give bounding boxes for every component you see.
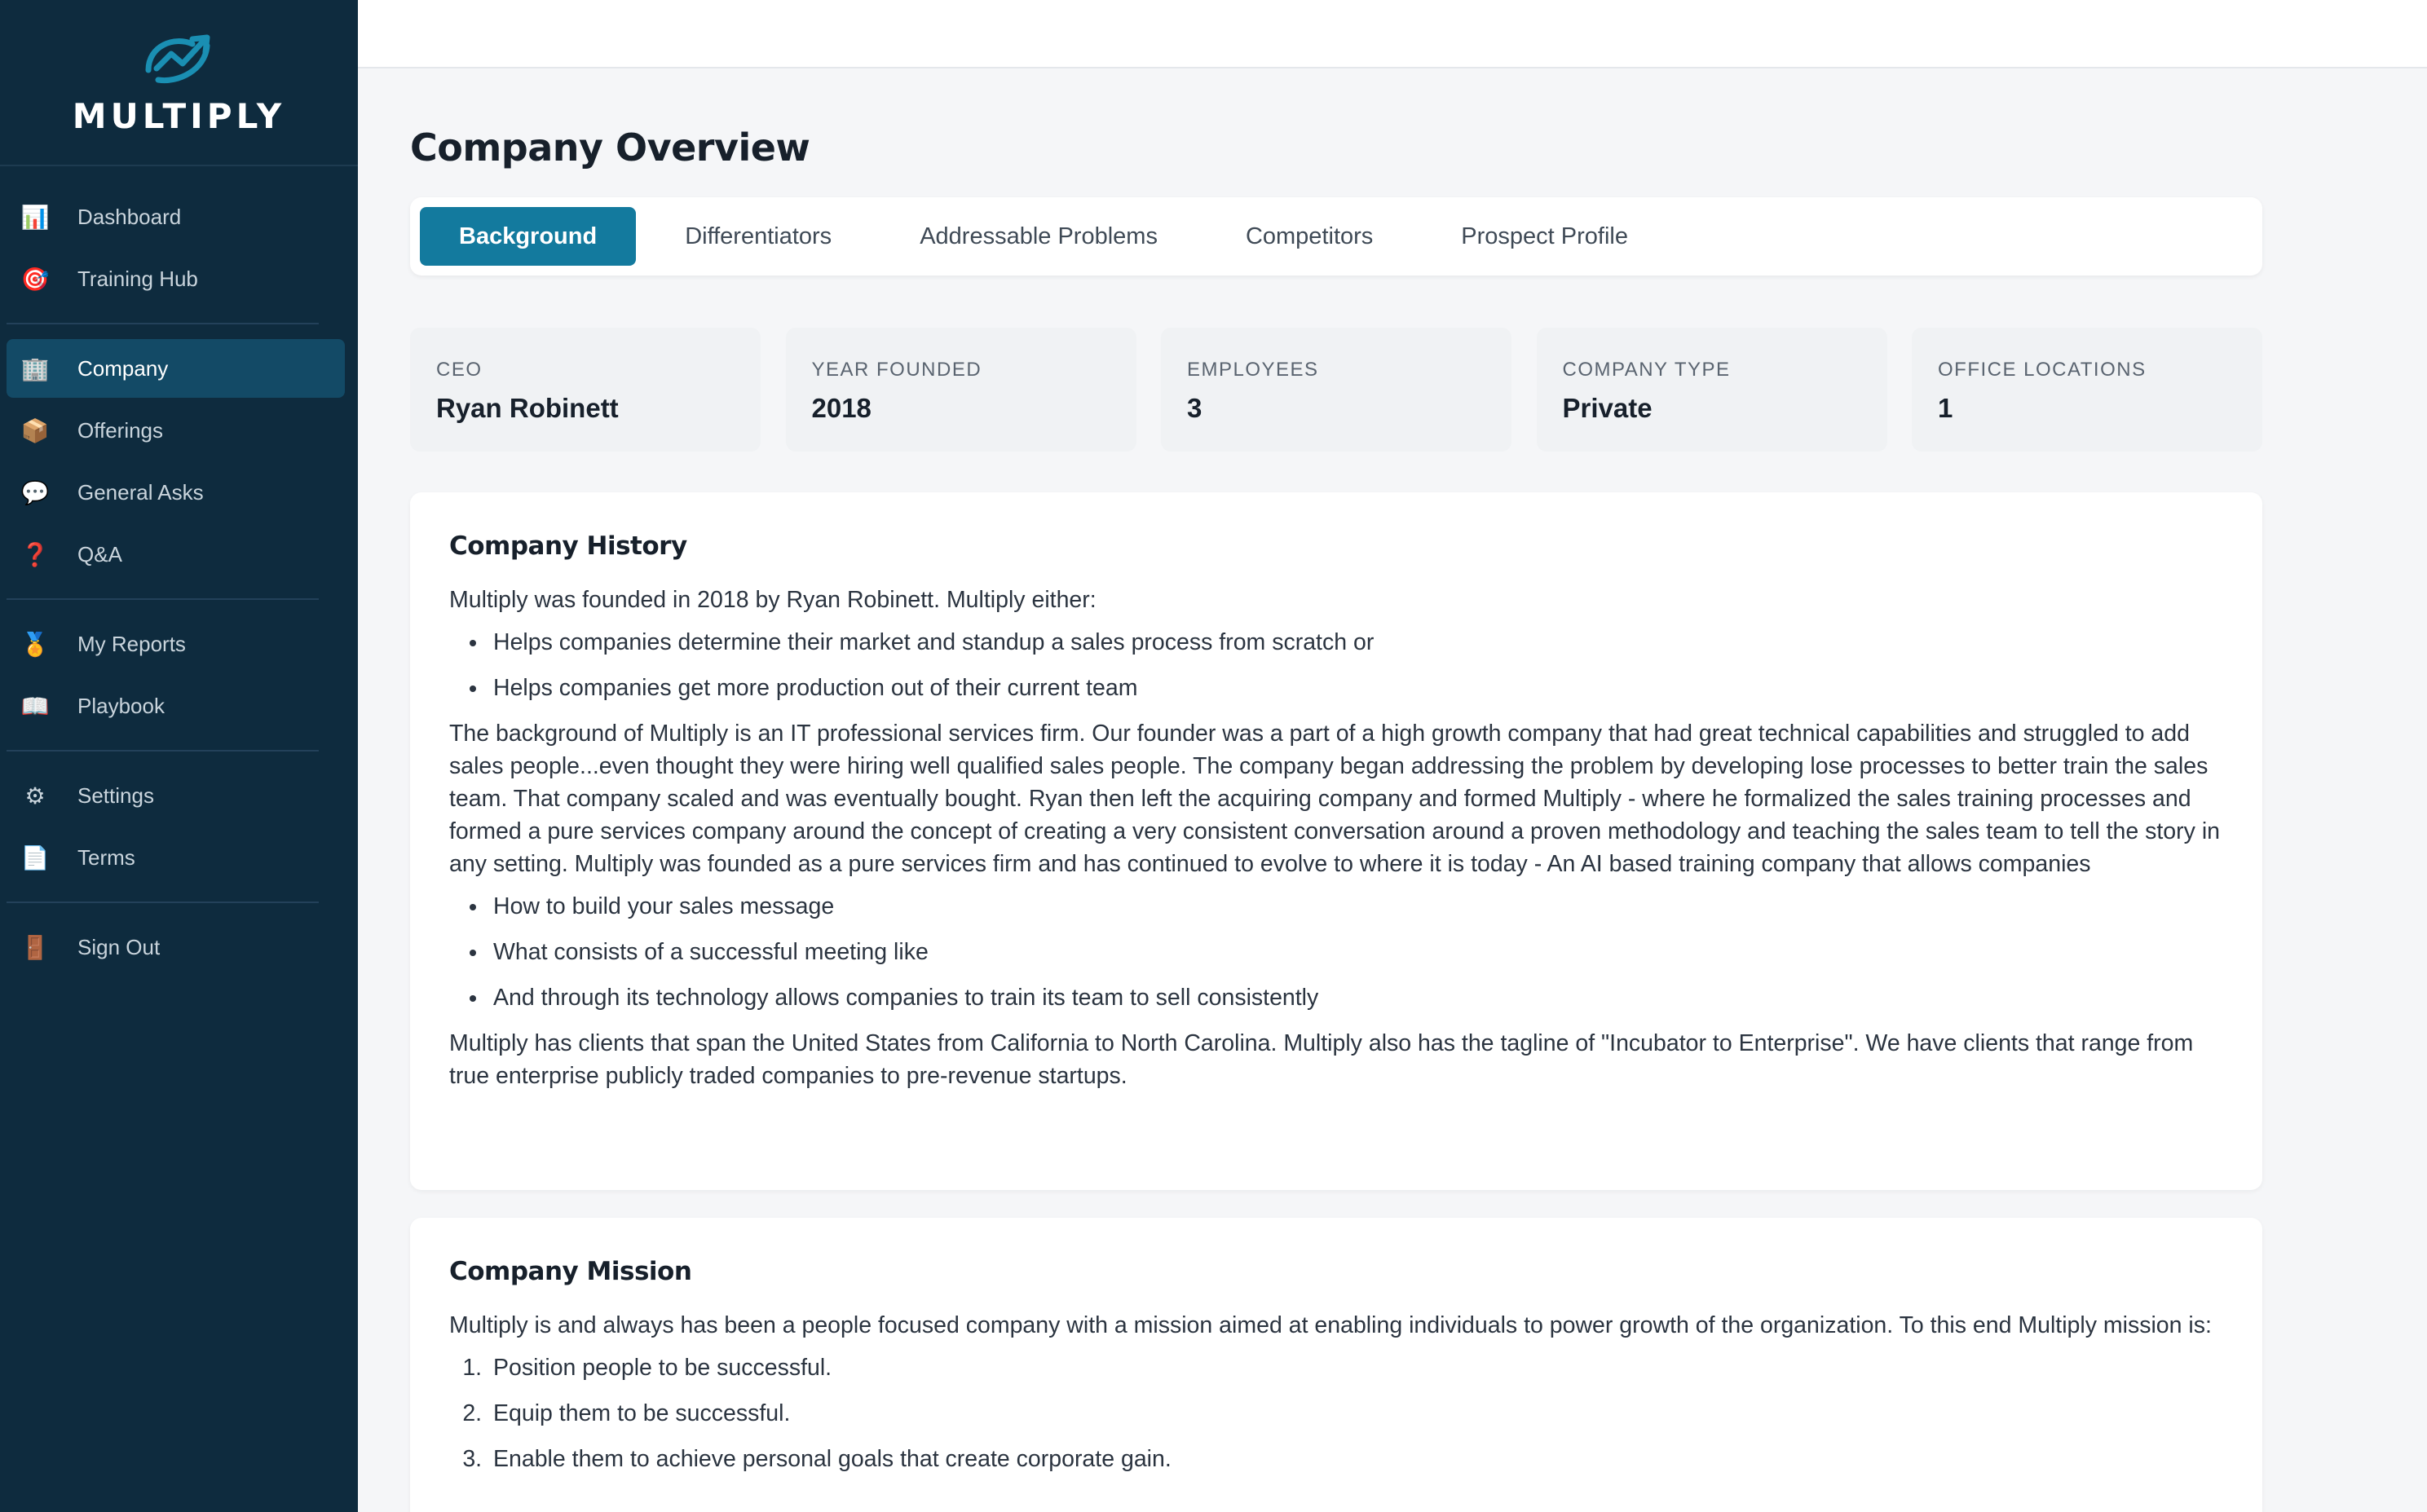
company-mission-card <box>410 1218 2262 1512</box>
sidebar-item-label: Company <box>77 355 169 381</box>
building-icon: 🏢 <box>20 355 50 381</box>
stat-office-locations <box>1912 328 2262 452</box>
top-bar <box>358 0 2427 68</box>
sidebar-item-label: Q&A <box>77 541 122 566</box>
stat-label: EMPLOYEES <box>1187 359 1319 381</box>
brand-name: MULTIPLY <box>72 95 286 136</box>
mission-intro: Multiply is and always has been a people focused company with a mission aimed at enabling individuals to power growth of the organization. To this end Multiply mission is: <box>449 1312 2212 1338</box>
sidebar-item-dashboard[interactable] <box>7 187 345 246</box>
stat-company-type <box>1537 328 1887 452</box>
list-item: • Helps companies get more production out of their current team <box>488 672 2223 704</box>
tab-bar <box>410 197 2262 276</box>
sidebar-divider <box>7 901 319 903</box>
stat-label: COMPANY TYPE <box>1562 359 1731 381</box>
stat-value: Private <box>1562 393 1653 423</box>
list-item: 1. Position people to be successful. <box>488 1351 2223 1384</box>
sidebar-divider <box>7 323 319 324</box>
sidebar-item-label: Settings <box>77 782 154 808</box>
history-closing: Multiply has clients that span the United States from California to North Carolina. Multiply also has the tagline of "Incubator to Enterprise". We have clients that range from true enterprise publicly traded companies to pre-revenue startups. <box>449 1030 2194 1089</box>
stat-label: YEAR FOUNDED <box>811 359 982 381</box>
stat-value: 1 <box>1938 393 1953 423</box>
target-icon: 🎯 <box>20 266 50 292</box>
sidebar-item-label: Terms <box>77 844 135 870</box>
company-history-title: Company History <box>449 531 687 561</box>
sidebar-divider <box>7 750 319 752</box>
sidebar-item-training-hub[interactable] <box>7 249 345 308</box>
list-item: 3. Enable them to achieve personal goals that create corporate gain. <box>488 1443 2223 1475</box>
medal-icon: 🏅 <box>20 631 50 657</box>
history-body: The background of Multiply is an IT professional services firm. Our founder was a part of a high growth company that had great technical capabilities and struggled to add sales people...even thought they were hiring well qualified sales people. The company began addressing the problem by developing lose processes to better train the sales team. That company scaled and was eventually bought. Ryan then left the acquiring company and formed Multiply - where he formalized the sales training processes and formed a pure services company around the concept of creating a very consistent conversation around a proven methodology and teaching the sales team to tell the story in any setting. Multiply was founded as a pure services firm and has continued to evolve to where it is today - An AI based training company that allows companies <box>449 721 2220 877</box>
sidebar-item-label: Dashboard <box>77 204 182 229</box>
speech-bubble-icon: 💬 <box>20 479 50 505</box>
sidebar-item-label: My Reports <box>77 631 186 656</box>
tab-addressable-problems[interactable]: Addressable Problems <box>920 223 1158 249</box>
stat-employees <box>1161 328 1511 452</box>
list-item: • How to build your sales message <box>488 890 2223 923</box>
sidebar-item-label: Offerings <box>77 417 164 443</box>
company-mission-title: Company Mission <box>449 1257 692 1286</box>
list-item: • And through its technology allows companies to train its team to sell consistently <box>488 981 2223 1014</box>
history-intro: Multiply was founded in 2018 by Ryan Robinett. Multiply either: <box>449 587 1097 613</box>
history-bullets-1 <box>488 626 2223 704</box>
question-mark-icon: ❓ <box>20 541 50 567</box>
list-item: • Helps companies determine their market and standup a sales process from scratch or <box>488 626 2223 659</box>
history-bullets-2 <box>488 890 2223 1014</box>
tab-competitors[interactable]: Competitors <box>1245 223 1374 249</box>
sidebar-divider <box>7 598 319 600</box>
main-content <box>358 68 2427 1512</box>
sidebar-item-settings[interactable] <box>7 766 345 825</box>
mission-list <box>488 1351 2223 1475</box>
stat-value: 3 <box>1187 393 1202 423</box>
sidebar-nav <box>0 166 358 976</box>
stat-value: 2018 <box>811 393 872 423</box>
stat-label: CEO <box>436 359 483 381</box>
tab-prospect-profile[interactable]: Prospect Profile <box>1461 223 1628 249</box>
company-stats <box>410 328 2262 452</box>
sidebar-item-label: Sign Out <box>77 934 161 959</box>
sidebar <box>0 0 358 1512</box>
sidebar-item-sign-out[interactable] <box>7 918 345 976</box>
multiply-logo-icon <box>142 29 217 86</box>
sidebar-item-terms[interactable] <box>7 828 345 887</box>
sidebar-item-offerings[interactable] <box>7 401 345 460</box>
sidebar-item-general-asks[interactable] <box>7 463 345 522</box>
tab-differentiators[interactable]: Differentiators <box>685 223 832 249</box>
sidebar-item-label: General Asks <box>77 479 204 505</box>
package-icon: 📦 <box>20 417 50 443</box>
stat-ceo <box>410 328 761 452</box>
sidebar-item-q-a[interactable] <box>7 525 345 584</box>
list-item: • What consists of a successful meeting like <box>488 936 2223 968</box>
bar-chart-icon: 📊 <box>20 204 50 230</box>
sidebar-item-playbook[interactable] <box>7 677 345 735</box>
tab-background[interactable]: Background <box>420 207 636 266</box>
gear-icon: ⚙ <box>24 782 46 809</box>
list-item: 2. Equip them to be successful. <box>488 1397 2223 1430</box>
stat-value: Ryan Robinett <box>436 393 619 423</box>
company-history-card <box>410 492 2262 1190</box>
page-title: Company Overview <box>410 126 810 170</box>
stat-year-founded <box>786 328 1136 452</box>
document-icon: 📄 <box>20 844 50 871</box>
brand[interactable] <box>0 0 358 166</box>
sidebar-item-label: Playbook <box>77 693 165 718</box>
sidebar-item-my-reports[interactable] <box>7 615 345 673</box>
sidebar-item-company[interactable] <box>7 339 345 398</box>
door-icon: 🚪 <box>20 934 50 960</box>
stat-label: OFFICE LOCATIONS <box>1938 359 2147 381</box>
book-icon: 📖 <box>20 693 50 719</box>
sidebar-item-label: Training Hub <box>77 266 198 291</box>
